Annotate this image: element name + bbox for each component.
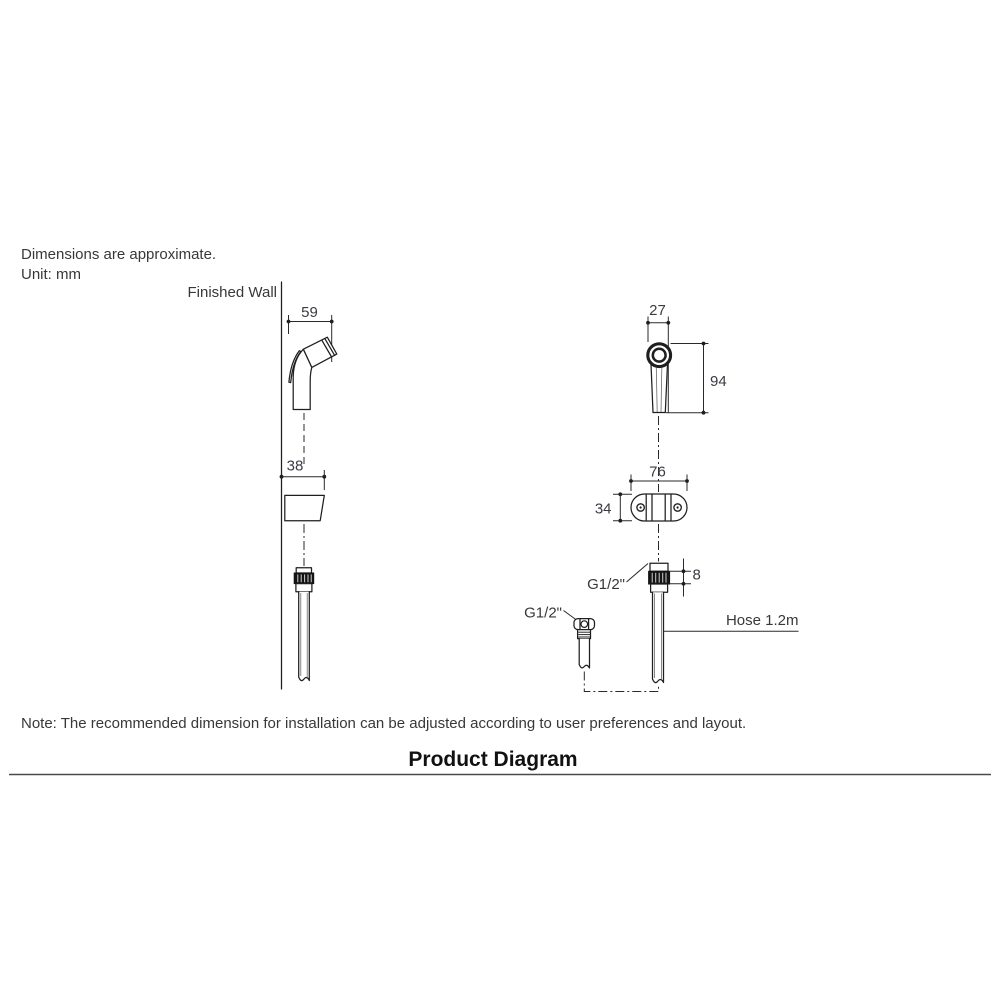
hose-front: [653, 592, 664, 682]
dim-34-value: 34: [594, 500, 612, 518]
dim-38-value: 38: [286, 457, 304, 475]
supply-hose-stub: [579, 639, 589, 668]
supply-fitting: [574, 619, 595, 668]
dim-94-value: 94: [710, 373, 727, 390]
hose-connector-front: [649, 563, 670, 592]
side-view: [188, 282, 337, 689]
g12-upper-label: G1/2": [587, 576, 625, 593]
sprayer-side-view: [289, 337, 337, 409]
installation-note: Note: The recommended dimension for installation can be adjusted according to user preferences and layout.: [21, 715, 747, 732]
nozzle-inner-ring: [653, 349, 666, 362]
front-view: [524, 302, 798, 692]
hose-side: [299, 592, 310, 681]
dim-94: [666, 342, 727, 415]
dim-38: [280, 458, 327, 491]
dimensions-approximate-note: Dimensions are approximate.: [21, 246, 217, 263]
thread-label-hose-connector: [587, 564, 648, 594]
footer: [9, 715, 991, 775]
g12-lower-label: G1/2": [524, 604, 562, 622]
centerline-hose-routing: [584, 672, 658, 692]
bracket-front-view: [631, 494, 687, 521]
sprayer-front-view: [648, 344, 671, 413]
dim-8: [670, 559, 701, 597]
unit-note: Unit: mm: [21, 266, 81, 283]
dim-76-value: 76: [649, 463, 666, 481]
dim-27-value: 27: [649, 302, 666, 319]
dim-8-value: 8: [692, 566, 701, 584]
intro-notes: [21, 246, 216, 283]
dim-59-value: 59: [301, 304, 318, 321]
hose-length-label: Hose 1.2m: [725, 612, 799, 629]
finished-wall-label: Finished Wall: [187, 284, 277, 301]
hose-connector-side: [294, 568, 314, 592]
page-title: Product Diagram: [408, 748, 578, 771]
thread-label-supply-connector: [524, 605, 576, 622]
holder-side-view: [285, 495, 325, 520]
hose-length-callout: [664, 612, 799, 631]
dim-34: [595, 492, 632, 522]
